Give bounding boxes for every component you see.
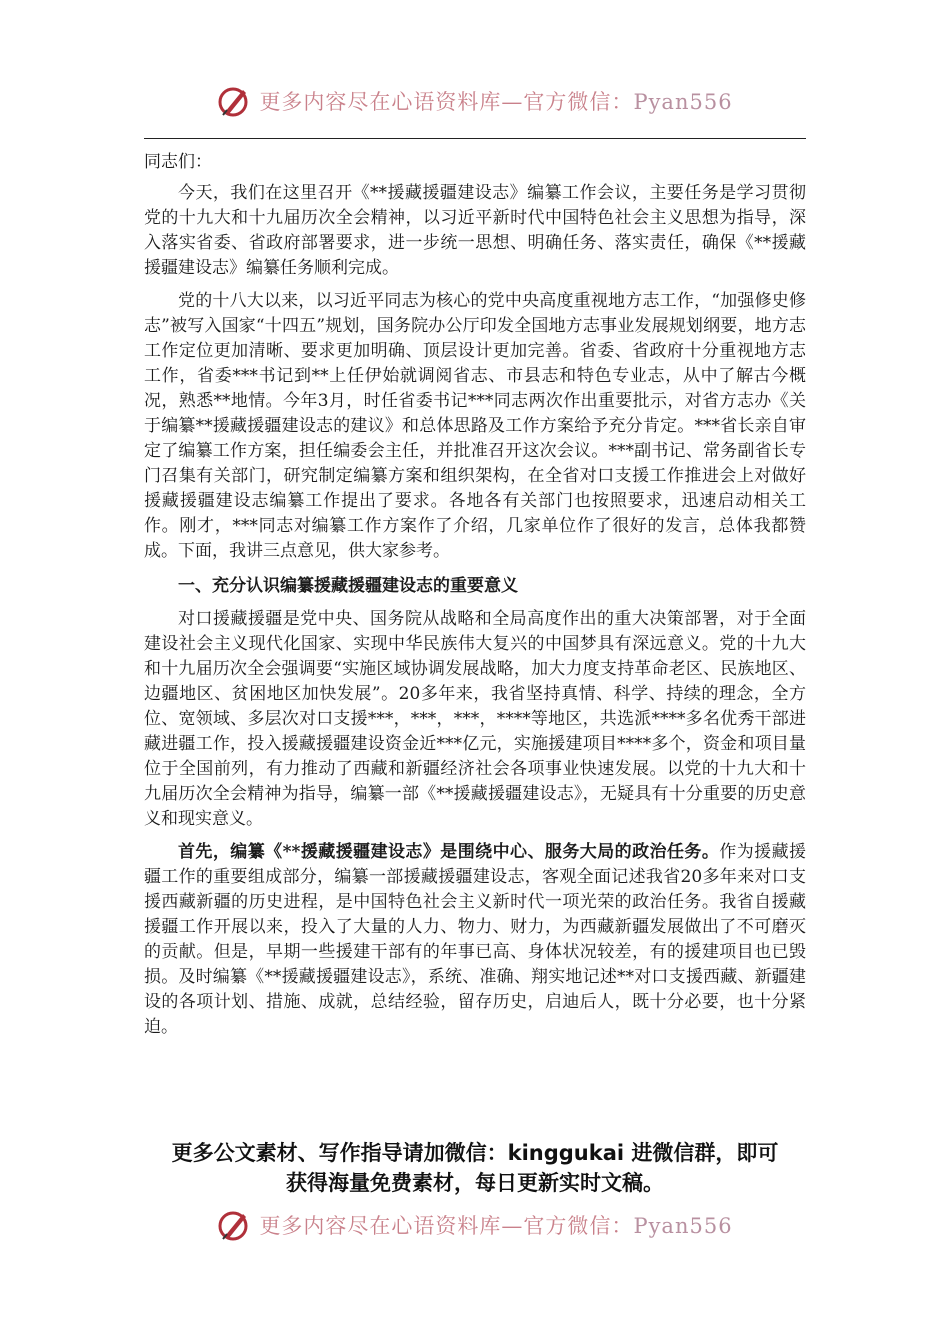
footer-banner bbox=[0, 1208, 950, 1242]
header-banner bbox=[0, 84, 950, 118]
promo-notice bbox=[130, 1138, 820, 1198]
section-1-heading: 一、充分认识编纂援藏援疆建设志的重要意义 bbox=[178, 576, 518, 596]
header-divider bbox=[144, 138, 806, 139]
header-wechat-id: Pyan556 bbox=[633, 90, 733, 114]
footer-wechat-id: Pyan556 bbox=[633, 1214, 733, 1238]
speech-body bbox=[144, 150, 806, 1048]
promo-line-2: 获得海量免费素材，每日更新实时文稿。 bbox=[286, 1171, 664, 1195]
section-1-paragraph: 对口援藏援疆是党中央、国务院从战略和全局高度作出的重大决策部署，对于全面建设社会主义现代化国家、实现中华民族伟大复兴的中国梦具有深远意义。党的十九大和十九届历次全会强调要“实施区域协调发展战略，加大力度支持革命老区、民族地区、边疆地区、贫困地区加快发展”。20多年来，我省坚持真情、科学、持续的理念，全方位、宽领域、多层次对口支援***，***，***，****等地区，共选派****多名优秀干部进藏进疆工作，投入援藏援疆建设资金近***亿元，实施援建项目****多个，资金和项目量位于全国前列，有力推动了西藏和新疆经济社会各项事业快速发展。以党的十九大和十九届历次全会精神为指导，编纂一部《**援藏援疆建设志》，无疑具有十分重要的历史意义和现实意义。 bbox=[144, 609, 806, 829]
promo-line-1: 更多公文素材、写作指导请加微信：kinggukai 进微信群，即可 bbox=[171, 1141, 779, 1165]
first-point-body: 作为援藏援疆工作的重要组成部分，编纂一部援藏援疆建设志，客观全面记述我省20多年来对口支援西藏新疆的历史进程，是中国特色社会主义新时代一项光荣的政治任务。我省自援藏援疆工作开展以来，投入了大量的人力、物力、财力，为西藏新疆发展做出了不可磨灭的贡献。但是，早期一些援建干部有的年事已高、身体状况较差，有的援建项目也已毁损。及时编纂《**援藏援疆建设志》，系统、准确、翔实地记述**对口支援西藏、新疆建设的各项计划、措施、成就，总结经验，留存历史，启迪后人，既十分必要，也十分紧迫。 bbox=[144, 842, 807, 1037]
header-banner-text bbox=[259, 86, 732, 116]
first-point-lead: 首先，编纂《**援藏援疆建设志》是围绕中心、服务大局的政治任务。 bbox=[178, 842, 720, 862]
quill-logo-icon bbox=[217, 1208, 251, 1242]
quill-logo-icon bbox=[217, 84, 251, 118]
first-point-paragraph bbox=[144, 840, 806, 1040]
intro-paragraph: 今天，我们在这里召开《**援藏援疆建设志》编纂工作会议，主要任务是学习贯彻党的十九大和十九届历次全会精神，以习近平新时代中国特色社会主义思想为指导，深入落实省委、省政府部署要求，进一步统一思想、明确任务、落实责任，确保《**援藏援疆建设志》编纂任务顺利完成。 bbox=[144, 183, 806, 278]
header-banner-label: 更多内容尽在心语资料库—官方微信： bbox=[259, 90, 634, 114]
footer-banner-label: 更多内容尽在心语资料库—官方微信： bbox=[259, 1214, 634, 1238]
footer-banner-text bbox=[259, 1210, 732, 1240]
background-paragraph: 党的十八大以来，以习近平同志为核心的党中央高度重视地方志工作，“加强修史修志”被写入国家“十四五”规划，国务院办公厅印发全国地方志事业发展规划纲要，地方志工作定位更加清晰、要求更加明确、顶层设计更加完善。省委、省政府十分重视地方志工作，省委***书记到**上任伊始就调阅省志、市县志和特色专业志，从中了解古今概况，熟悉**地情。今年3月，时任省委书记***同志两次作出重要批示，对省方志办《关于编纂**援藏援疆建设志的建议》和总体思路及工作方案给予充分肯定。***省长亲自审定了编纂工作方案，担任编委会主任，并批准召开这次会议。***副书记、常务副省长专门召集有关部门，研究制定编纂方案和组织架构，在全省对口支援工作推进会上对做好援藏援疆建设志编纂工作提出了要求。各地各有关部门也按照要求，迅速启动相关工作。刚才，***同志对编纂工作方案作了介绍，几家单位作了很好的发言，总体我都赞成。下面，我讲三点意见，供大家参考。 bbox=[144, 291, 806, 561]
salutation: 同志们： bbox=[144, 152, 212, 172]
